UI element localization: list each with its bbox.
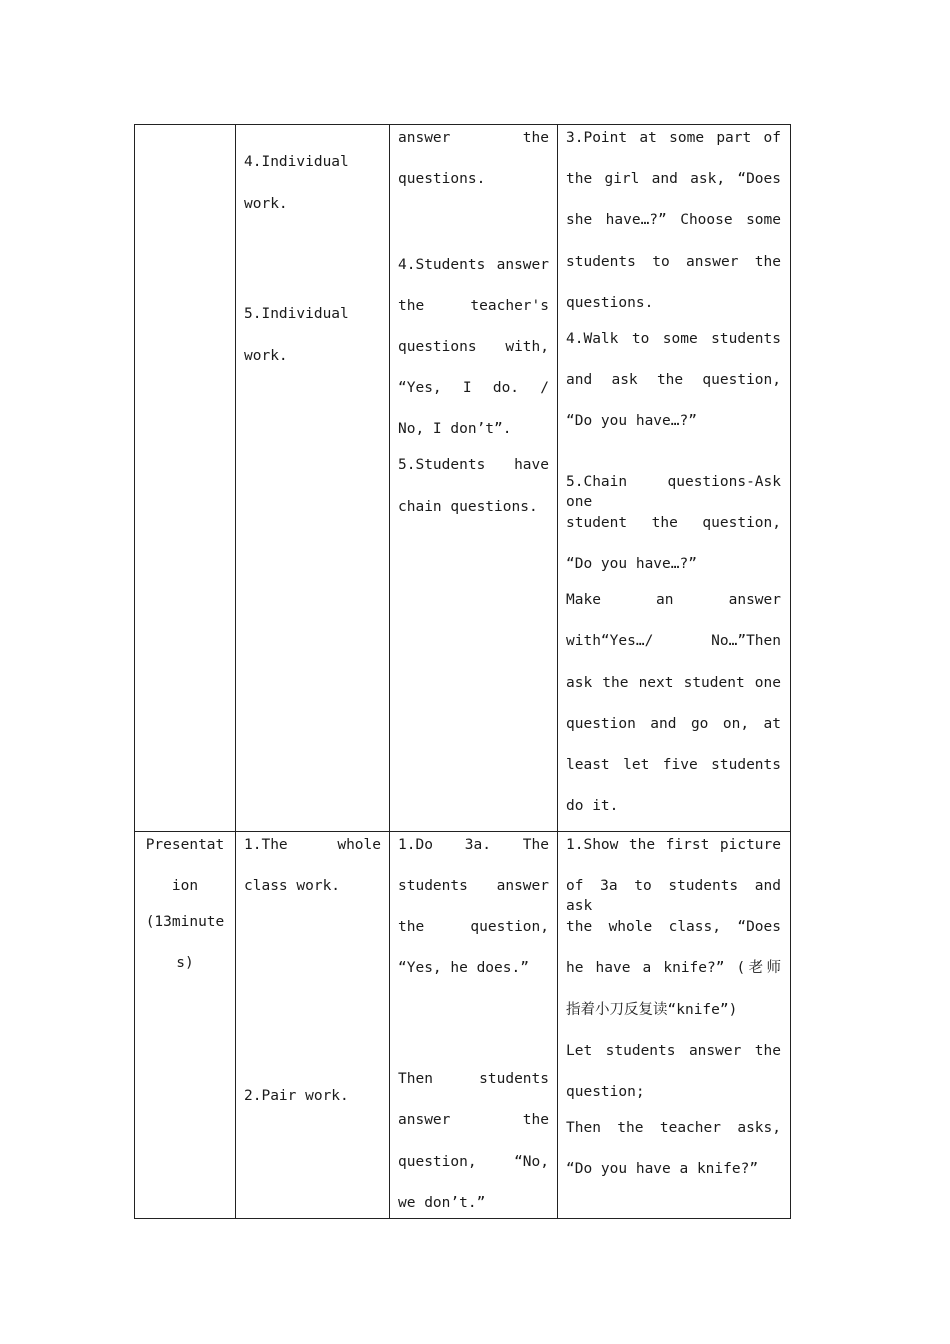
stage-text: Presentat: [145, 837, 225, 853]
student-activity-text: question, “No,: [398, 1154, 549, 1170]
student-activity-text: chain questions.: [398, 499, 538, 515]
row1-stage-cell: [134, 124, 236, 832]
student-activity-text: questions with,: [398, 339, 549, 355]
teacher-activity-text: 4.Walk to some students: [566, 331, 781, 347]
teacher-activity-text: questions.: [566, 295, 654, 311]
teacher-activity-text: 5.Chain questions-Ask one: [566, 474, 781, 510]
form-text: class work.: [244, 878, 341, 894]
form-text: work.: [244, 196, 288, 212]
form-text: work.: [244, 348, 288, 364]
student-activity-text: No, I don’t”.: [398, 421, 512, 437]
teacher-activity-text: with“Yes…/ No…”Then: [566, 633, 781, 649]
teacher-activity-text: ask the next student one: [566, 675, 781, 691]
teacher-activity-text: do it.: [566, 798, 619, 814]
teacher-activity-text: Then the teacher asks,: [566, 1120, 781, 1136]
stage-text: ion: [171, 878, 199, 894]
student-activity-text: Then students: [398, 1071, 549, 1087]
teacher-activity-text: Let students answer the: [566, 1043, 781, 1059]
form-text: 2.Pair work.: [244, 1088, 349, 1104]
teacher-activity-text: she have…?” Choose some: [566, 212, 781, 228]
student-activity-text: “Yes, he does.”: [398, 960, 529, 976]
student-activity-text: answer the: [398, 130, 549, 146]
stage-text: (13minute: [145, 914, 225, 930]
teacher-activity-text: 1.Show the first picture: [566, 837, 781, 853]
teacher-activity-text: “Do you have a knife?”: [566, 1161, 759, 1177]
form-text: 1.The whole: [244, 837, 381, 853]
student-activity-text: students answer: [398, 878, 549, 894]
teacher-activity-text: the girl and ask, “Does: [566, 171, 781, 187]
teacher-activity-text: students to answer the: [566, 254, 781, 270]
student-activity-text: the question,: [398, 919, 549, 935]
teacher-activity-text: the whole class, “Does: [566, 919, 781, 935]
stage-text: s): [176, 955, 194, 971]
teacher-activity-text: 指着小刀反复读“knife”): [566, 1002, 738, 1018]
teacher-activity-text: “Do you have…?”: [566, 413, 697, 429]
student-activity-text: answer the: [398, 1112, 549, 1128]
row1-student-activity-cell: [389, 124, 558, 832]
form-text: 4.Individual: [244, 154, 349, 170]
teacher-activity-text: question;: [566, 1084, 645, 1100]
student-activity-text: the teacher's: [398, 298, 549, 314]
form-text: 5.Individual: [244, 306, 349, 322]
student-activity-text: 5.Students have: [398, 457, 549, 473]
teacher-activity-text: 3.Point at some part of: [566, 130, 781, 146]
student-activity-text: 1.Do 3a. The: [398, 837, 549, 853]
row1-form-cell: [235, 124, 390, 832]
student-activity-text: questions.: [398, 171, 486, 187]
teacher-activity-text: Make an answer: [566, 592, 781, 608]
teacher-activity-text: “Do you have…?”: [566, 556, 697, 572]
teacher-activity-text: least let five students: [566, 757, 781, 773]
student-activity-text: “Yes, I do. /: [398, 380, 549, 396]
student-activity-text: 4.Students answer: [398, 257, 549, 273]
teacher-activity-text: of 3a to students and ask: [566, 878, 781, 914]
teacher-activity-text: he have a knife?” (老师: [566, 960, 781, 976]
teacher-activity-text: question and go on, at: [566, 716, 781, 732]
student-activity-text: we don’t.”: [398, 1195, 486, 1211]
teacher-activity-text: and ask the question,: [566, 372, 781, 388]
teacher-activity-text: student the question,: [566, 515, 781, 531]
